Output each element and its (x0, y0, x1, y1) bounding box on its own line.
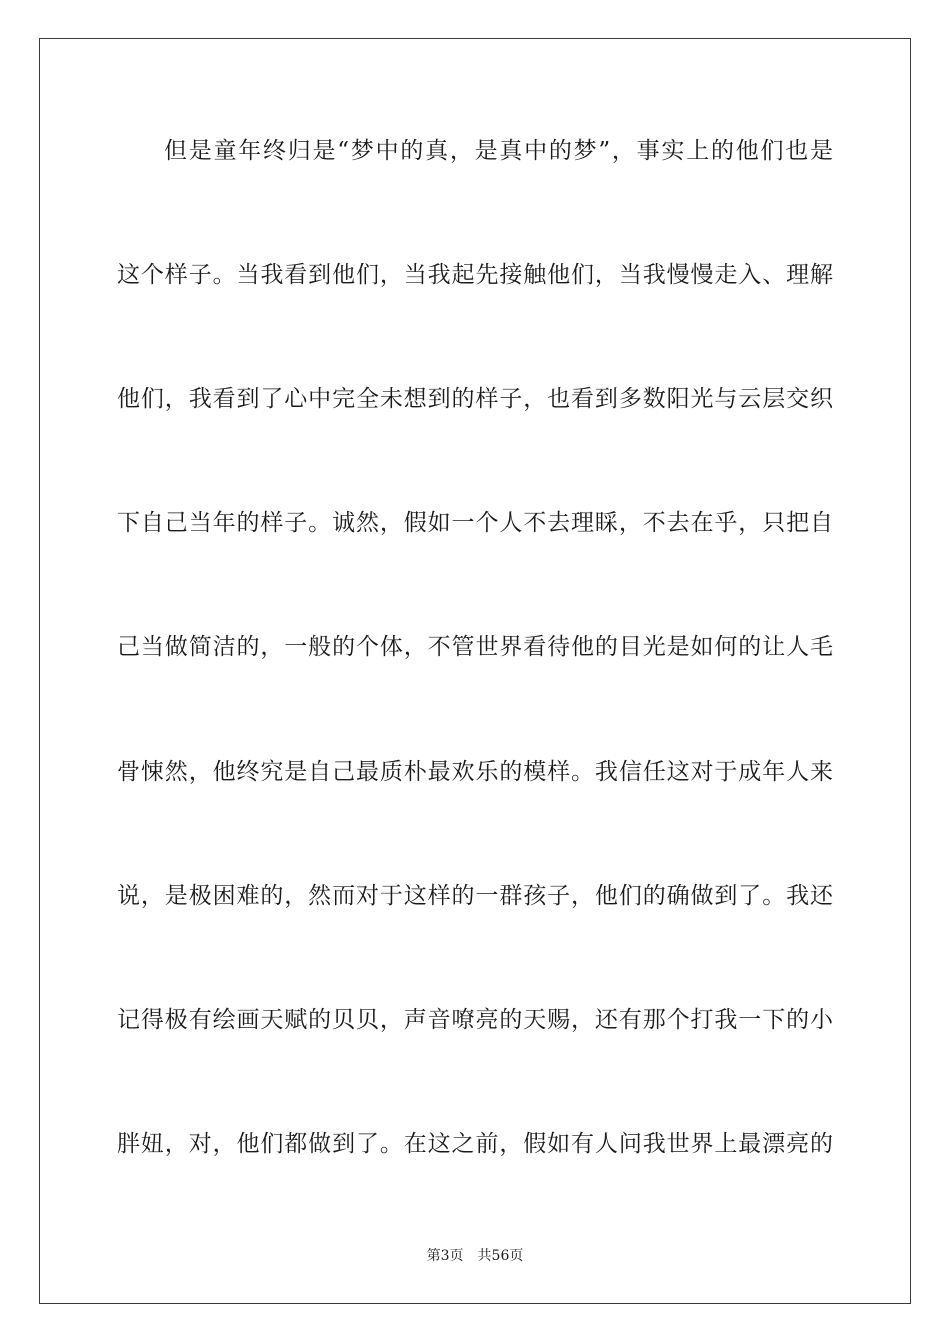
text-line-7: 说，是极困难的，然而对于这样的一群孩子，他们的确做到了。我还 (117, 883, 833, 909)
text-line-1: 但是童年终归是“梦中的真，是真中的梦”，事实上的他们也是 (164, 138, 833, 164)
text-line-9: 胖妞，对，他们都做到了。在这之前，假如有人问我世界上最漂亮的 (117, 1131, 833, 1157)
text-line-8: 记得极有绘画天赋的贝贝，声音嘹亮的天赐，还有那个打我一下的小 (117, 1007, 833, 1033)
text-line-6: 骨悚然，他终究是自己最质朴最欢乐的模样。我信任这对于成年人来 (117, 759, 833, 785)
text-line-2: 这个样子。当我看到他们，当我起先接触他们，当我慢慢走入、理解 (117, 262, 833, 288)
page-number: 第3页 (426, 1248, 464, 1264)
page-border (39, 38, 911, 1304)
text-line-4: 下自己当年的样子。诚然，假如一个人不去理睬，不去在乎，只把自 (117, 510, 833, 536)
text-line-5: 己当做简洁的，一般的个体，不管世界看待他的目光是如何的让人毛 (117, 634, 833, 660)
page-total: 共56页 (477, 1248, 524, 1264)
text-line-3: 他们，我看到了心中完全未想到的样子，也看到多数阳光与云层交织 (117, 386, 833, 412)
page-footer (0, 1246, 950, 1266)
